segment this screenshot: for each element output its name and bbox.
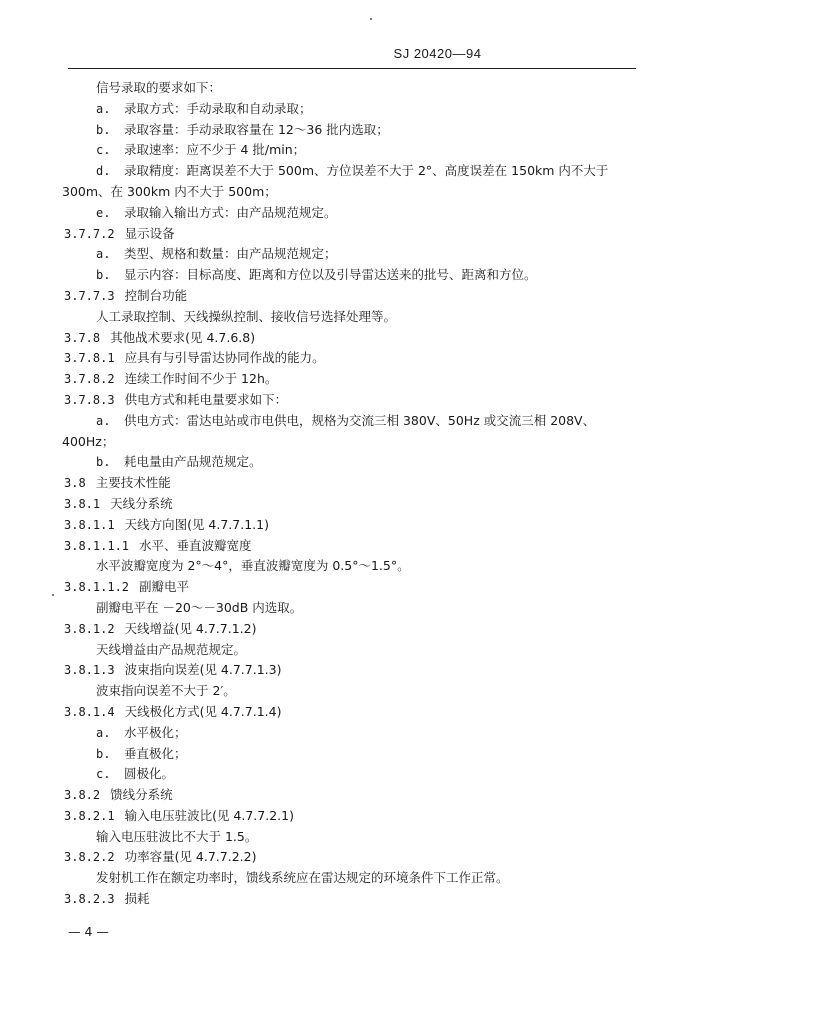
section-number: 3.8.1.4	[64, 704, 115, 719]
item-marker: a.	[96, 413, 111, 428]
line-text: 馈线分系统	[110, 787, 173, 803]
section-heading	[0, 494, 815, 515]
list-item	[0, 120, 815, 141]
section-heading	[0, 473, 815, 494]
section-number: 3.7.8.3	[64, 392, 115, 407]
section-number: 3.8.2.1	[64, 808, 115, 823]
section-number: 3.7.7.2	[64, 226, 115, 241]
line-text: 录取精度：距离误差不大于 500m、方位误差不大于 2°、高度误差在 150km 内不大于	[124, 163, 609, 179]
section-heading	[0, 806, 815, 827]
list-item	[0, 140, 815, 161]
section-number: 3.8.1.1.1	[64, 538, 130, 553]
list-item	[0, 161, 815, 182]
paragraph-line	[0, 307, 815, 328]
header-rule	[68, 68, 636, 69]
line-text: 主要技术性能	[95, 475, 171, 491]
item-marker: b.	[96, 455, 111, 470]
doc-number: SJ 20420—94	[393, 46, 482, 61]
line-text: 水平、垂直波瓣宽度	[139, 537, 252, 553]
paragraph-line	[0, 827, 815, 848]
section-number: 3.8	[64, 476, 86, 491]
line-text: 输入电压驻波比不大于 1.5。	[96, 828, 258, 844]
paragraph-line	[0, 868, 815, 889]
line-text: 副瓣电平	[139, 579, 190, 595]
section-heading	[0, 785, 815, 806]
item-marker: d.	[96, 164, 111, 179]
line-text: 人工录取控制、天线操纵控制、接收信号选择处理等。	[96, 308, 397, 324]
line-text: 副瓣电平在 －20～－30dB 内选取。	[96, 599, 303, 615]
section-number: 3.8.2.2	[64, 850, 115, 865]
section-number: 3.7.8	[64, 330, 101, 345]
section-heading	[0, 889, 815, 910]
line-text: 信号录取的要求如下：	[96, 80, 222, 95]
line-text: 天线增益(见 4.7.7.1.2)	[124, 620, 257, 636]
line-text: 类型、规格和数量：由产品规范规定；	[124, 246, 337, 262]
line-text: 应具有与引导雷达协同作战的能力。	[124, 350, 325, 366]
line-text: 水平极化；	[124, 724, 187, 740]
line-text: 耗电量由产品规范规定。	[124, 454, 262, 470]
list-item	[0, 723, 815, 744]
list-item	[0, 744, 815, 765]
item-marker: e.	[96, 205, 111, 220]
list-item	[0, 203, 815, 224]
line-text: 显示内容：目标高度、距离和方位以及引导雷达送来的批号、距离和方位。	[124, 267, 537, 283]
line-text: 天线增益由产品规范规定。	[96, 641, 247, 657]
list-item	[0, 764, 815, 785]
list-item	[0, 99, 815, 120]
document-body	[0, 78, 815, 910]
section-heading	[0, 660, 815, 681]
paragraph-line	[0, 598, 815, 619]
page-footer	[68, 924, 109, 939]
section-heading	[0, 536, 815, 557]
item-marker: c.	[96, 767, 111, 782]
line-text: 波束指向误差(见 4.7.7.1.3)	[124, 662, 282, 678]
line-text: 输入电压驻波比(见 4.7.7.2.1)	[124, 807, 294, 823]
line-text: 发射机工作在额定功率时，馈线系统应在雷达规定的环境条件下工作正常。	[96, 870, 509, 886]
section-heading	[0, 348, 815, 369]
line-text: 天线极化方式(见 4.7.7.1.4)	[124, 703, 282, 719]
line-text: 天线方向图(见 4.7.7.1.1)	[124, 516, 269, 532]
section-heading	[0, 515, 815, 536]
line-text: 录取容量：手动录取容量在 12～36 批内选取；	[124, 121, 389, 137]
line-text: 供电方式：雷达电站或市电供电，规格为交流三相 380V、50Hz 或交流三相 208V、	[124, 412, 596, 428]
section-number: 3.8.1.1	[64, 517, 115, 532]
paragraph-line	[0, 78, 815, 99]
line-text: 垂直极化；	[124, 745, 187, 761]
section-heading	[0, 286, 815, 307]
section-heading	[0, 619, 815, 640]
section-heading	[0, 577, 815, 598]
line-text: 控制台功能	[124, 287, 188, 303]
section-number: 3.8.2	[64, 788, 101, 803]
scan-speck	[370, 18, 372, 20]
list-item	[0, 244, 815, 265]
line-text: 圆极化。	[124, 766, 175, 782]
section-number: 3.7.7.3	[64, 288, 115, 303]
line-text: 录取方式：手动录取和自动录取；	[124, 100, 312, 116]
list-item	[0, 452, 815, 473]
section-number: 3.7.8.1	[64, 351, 115, 366]
paragraph-line	[0, 681, 815, 702]
line-text: 连续工作时间不少于 12h。	[124, 371, 278, 387]
section-number: 3.8.1.1.2	[64, 580, 130, 595]
section-heading	[0, 328, 815, 349]
item-marker: a.	[96, 725, 111, 740]
line-text: 300m、在 300km 内不大于 500m；	[62, 183, 277, 199]
item-marker: c.	[96, 143, 111, 158]
section-heading	[0, 390, 815, 411]
line-text: 录取输入输出方式：由产品规范规定。	[124, 204, 337, 220]
item-marker: a.	[96, 247, 111, 262]
paragraph-line	[0, 640, 815, 661]
page-number: — 4 —	[68, 924, 109, 939]
line-text: 录取速率：应不少于 4 批/min；	[124, 142, 306, 158]
section-heading	[0, 847, 815, 868]
line-text: 损耗	[124, 891, 150, 907]
section-number: 3.8.2.3	[64, 892, 115, 907]
list-item	[0, 265, 815, 286]
line-text: 水平波瓣宽度为 2°～4°，垂直波瓣宽度为 0.5°～1.5°。	[96, 558, 410, 574]
section-number: 3.8.1	[64, 496, 101, 511]
line-text: 其他战术要求(见 4.7.6.8)	[110, 329, 256, 345]
line-text: 波束指向误差不大于 2′。	[96, 683, 236, 699]
section-number: 3.8.1.3	[64, 663, 115, 678]
paragraph-line	[0, 556, 815, 577]
line-text: 400Hz；	[62, 433, 115, 449]
section-number: 3.8.1.2	[64, 621, 115, 636]
list-item	[0, 411, 815, 432]
item-marker: a.	[96, 101, 111, 116]
line-text: 显示设备	[124, 225, 175, 241]
section-number: 3.7.8.2	[64, 372, 115, 387]
line-text: 功率容量(见 4.7.7.2.2)	[124, 849, 257, 865]
item-marker: b.	[96, 122, 111, 137]
item-marker: b.	[96, 746, 111, 761]
line-text: 天线分系统	[110, 495, 173, 511]
item-marker: b.	[96, 268, 111, 283]
line-text: 供电方式和耗电量要求如下：	[124, 391, 288, 407]
section-heading	[0, 702, 815, 723]
continuation-line	[0, 182, 815, 203]
page-header	[0, 46, 815, 61]
section-heading	[0, 224, 815, 245]
continuation-line	[0, 432, 815, 453]
section-heading	[0, 369, 815, 390]
